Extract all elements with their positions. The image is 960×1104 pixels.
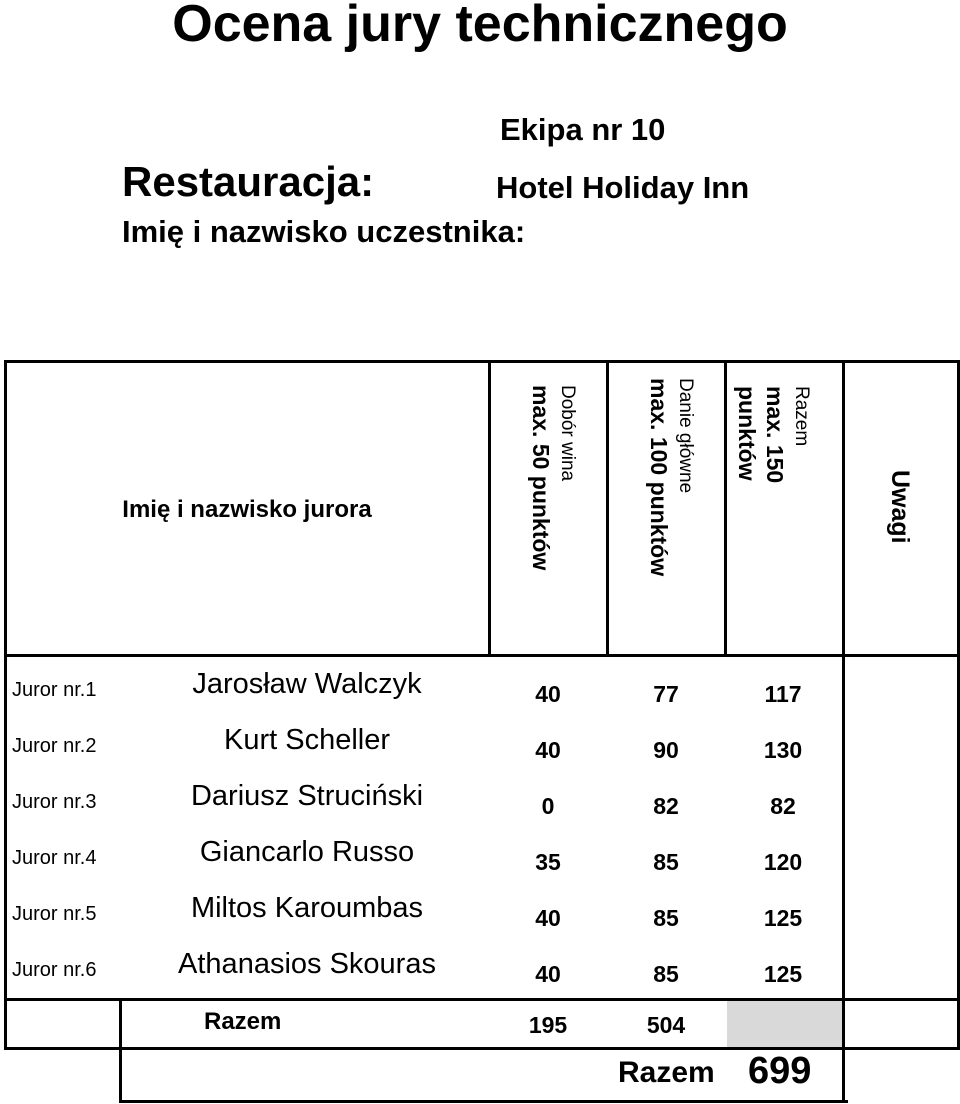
juror-number: Juror nr.2 bbox=[12, 735, 97, 757]
total-column-header bbox=[733, 386, 813, 533]
juror-number: Juror nr.5 bbox=[12, 903, 97, 925]
name-col-left-border bbox=[119, 998, 122, 1103]
wine-col-left-border bbox=[488, 360, 491, 657]
juror-name-header: Imię i nazwisko jurora bbox=[122, 496, 372, 523]
wine-column-max: max. 50 punktów bbox=[528, 385, 554, 571]
wine-score: 0 bbox=[541, 793, 555, 819]
total-score: 130 bbox=[763, 737, 803, 763]
main-score: 77 bbox=[653, 681, 679, 707]
sum-row-label: Razem bbox=[204, 1008, 282, 1035]
juror-name: Jarosław Walczyk bbox=[192, 668, 422, 700]
wine-score: 40 bbox=[535, 737, 561, 763]
restaurant-label: Restauracja: bbox=[122, 158, 375, 205]
total-score: 125 bbox=[763, 905, 803, 931]
juror-name: Miltos Karoumbas bbox=[190, 892, 424, 924]
empty-shaded-cell bbox=[727, 1001, 842, 1047]
main-score: 85 bbox=[653, 905, 679, 931]
wine-score: 40 bbox=[535, 681, 561, 707]
grand-total-label: Razem bbox=[618, 1056, 715, 1089]
notes-col-left-border bbox=[842, 360, 845, 1103]
main-sum: 504 bbox=[646, 1012, 686, 1038]
total-column-label: Razem bbox=[791, 386, 812, 447]
wine-column-label: Dobór wina bbox=[557, 385, 578, 482]
wine-score: 40 bbox=[535, 905, 561, 931]
team-number: Ekipa nr 10 bbox=[500, 112, 666, 147]
main-col-left-border bbox=[606, 360, 609, 657]
juror-name: Kurt Scheller bbox=[223, 724, 390, 756]
juror-name: Giancarlo Russo bbox=[199, 836, 415, 868]
wine-column-header bbox=[527, 385, 579, 570]
main-score: 85 bbox=[653, 961, 679, 987]
sum-bottom-border bbox=[4, 1047, 960, 1050]
grand-total-value: 699 bbox=[748, 1050, 812, 1092]
notes-column-header bbox=[885, 470, 914, 544]
header-bottom-border bbox=[4, 654, 960, 657]
page-title: Ocena jury technicznego bbox=[172, 0, 788, 53]
table-left-border bbox=[4, 360, 7, 1050]
main-score: 85 bbox=[653, 849, 679, 875]
juror-number: Juror nr.1 bbox=[12, 679, 97, 701]
table-top-border bbox=[4, 360, 960, 363]
total-col-left-border bbox=[724, 360, 727, 657]
main-score: 90 bbox=[653, 737, 679, 763]
wine-score: 40 bbox=[535, 961, 561, 987]
main-score: 82 bbox=[653, 793, 679, 819]
total-column-max: max. 150 punktów bbox=[734, 386, 788, 484]
juror-number: Juror nr.3 bbox=[12, 791, 97, 813]
table-bottom-border bbox=[121, 1100, 848, 1103]
restaurant-name: Hotel Holiday Inn bbox=[496, 170, 750, 205]
juror-number: Juror nr.6 bbox=[12, 959, 97, 981]
main-column-max: max. 100 punktów bbox=[646, 378, 672, 577]
total-score: 125 bbox=[763, 961, 803, 987]
main-column-header bbox=[645, 378, 697, 576]
wine-sum: 195 bbox=[528, 1012, 568, 1038]
notes-column-label: Uwagi bbox=[886, 470, 914, 544]
total-score: 120 bbox=[763, 849, 803, 875]
juror-name: Athanasios Skouras bbox=[178, 948, 436, 980]
participant-label: Imię i nazwisko uczestnika: bbox=[122, 214, 526, 249]
wine-score: 35 bbox=[535, 849, 561, 875]
main-column-label: Danie główne bbox=[675, 378, 696, 494]
juror-name: Dariusz Struciński bbox=[190, 780, 424, 812]
total-score: 82 bbox=[770, 793, 796, 819]
juror-number: Juror nr.4 bbox=[12, 847, 97, 869]
total-score: 117 bbox=[764, 681, 802, 707]
